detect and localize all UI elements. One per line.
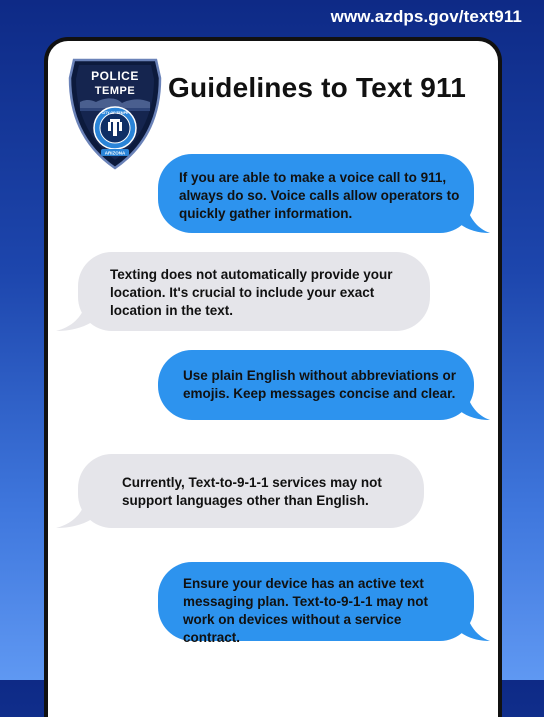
- badge-seal-text: CITY OF TEMPE: [101, 111, 129, 115]
- badge-tempe-text: TEMPE: [94, 85, 136, 97]
- message-bubble-outgoing-3: [158, 562, 474, 645]
- phone-frame: [44, 37, 502, 717]
- message-bubble-outgoing-1: [158, 154, 474, 233]
- bubble-tail-right: [460, 613, 490, 641]
- message-bubble-outgoing-2: [158, 350, 474, 420]
- bubble-tail-left: [56, 500, 92, 528]
- message-text: Ensure your device has an active text messaging plan. Text-to-9-1-1 may not work on devices without a service contract.: [183, 576, 429, 645]
- message-bubble-incoming-1: [78, 252, 430, 331]
- message-text: If you are able to make a voice call to 911, always do so. Voice calls allow operators to quickly gather information.: [179, 170, 460, 221]
- bubble-tail-left: [56, 303, 92, 331]
- message-text: Texting does not automatically provide your location. It's crucial to include your exact location in the text.: [110, 267, 393, 318]
- message-text: Currently, Text-to-9-1-1 services may not support languages other than English.: [122, 475, 382, 508]
- badge-state-text: ARIZONA: [104, 150, 126, 156]
- bubble-tail-right: [460, 392, 490, 420]
- badge-police-text: POLICE: [91, 69, 139, 83]
- page-title: Guidelines to Text 911: [168, 72, 466, 103]
- bubble-tail-right: [460, 205, 490, 233]
- message-text: Use plain English without abbreviations or emojis. Keep messages concise and clear.: [183, 368, 457, 401]
- message-bubble-incoming-2: [78, 454, 424, 528]
- police-badge-logo: [66, 56, 164, 172]
- website-url: www.azdps.gov/text911: [330, 7, 522, 26]
